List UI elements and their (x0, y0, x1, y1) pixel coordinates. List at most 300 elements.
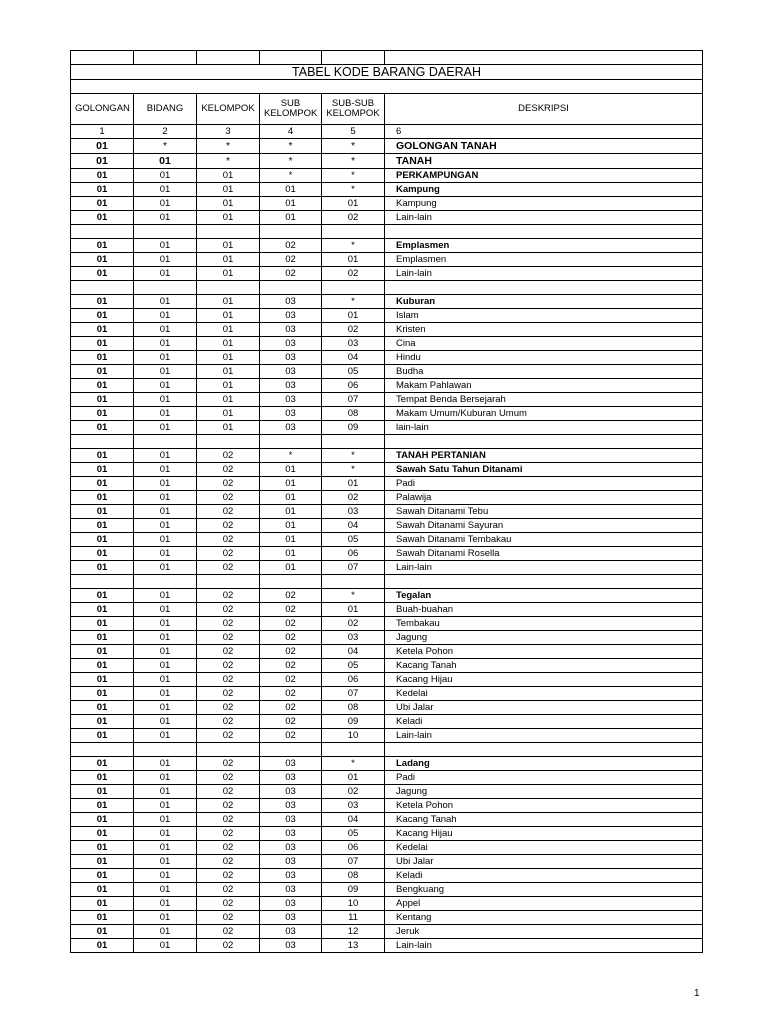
cell-golongan: 01 (71, 701, 134, 715)
cell-sub-sub-kelompok: 11 (322, 911, 385, 925)
cell-kelompok: 02 (197, 799, 260, 813)
cell-kelompok: 01 (197, 421, 260, 435)
cell-golongan: 01 (71, 547, 134, 561)
cell-kelompok: 02 (197, 617, 260, 631)
cell-sub-sub-kelompok: 07 (322, 561, 385, 575)
table-row (71, 154, 703, 169)
cell-kelompok: 02 (197, 701, 260, 715)
cell-sub-sub-kelompok: 03 (322, 505, 385, 519)
cell-deskripsi (385, 743, 703, 757)
cell-sub-sub-kelompok: 01 (322, 253, 385, 267)
cell-bidang: 01 (134, 267, 197, 281)
cell-bidang: 01 (134, 897, 197, 911)
cell-sub-kelompok: 03 (260, 309, 322, 323)
cell-golongan: 01 (71, 477, 134, 491)
cell-bidang: 01 (134, 491, 197, 505)
cell-sub-kelompok: 01 (260, 477, 322, 491)
table-row (71, 281, 703, 295)
cell-kelompok: 02 (197, 505, 260, 519)
cell-kelompok: 02 (197, 827, 260, 841)
table-row (71, 631, 703, 645)
table-row (71, 197, 703, 211)
cell-golongan: 01 (71, 337, 134, 351)
cell-deskripsi: Lain-lain (385, 267, 703, 281)
cell-deskripsi: Ladang (385, 757, 703, 771)
table-row (71, 575, 703, 589)
cell-sub-kelompok: 02 (260, 267, 322, 281)
cell-bidang: 01 (134, 253, 197, 267)
cell-deskripsi: Appel (385, 897, 703, 911)
cell-deskripsi: Bengkuang (385, 883, 703, 897)
cell-kelompok: 02 (197, 715, 260, 729)
cell-bidang: 01 (134, 771, 197, 785)
cell-kelompok: 01 (197, 351, 260, 365)
cell-sub-kelompok: 03 (260, 939, 322, 953)
cell-kelompok: 02 (197, 533, 260, 547)
cell-golongan: 01 (71, 505, 134, 519)
cell-bidang: 01 (134, 701, 197, 715)
cell-golongan: 01 (71, 939, 134, 953)
cell-sub-sub-kelompok: 02 (322, 267, 385, 281)
cell-sub-sub-kelompok: 09 (322, 421, 385, 435)
cell-deskripsi: Sawah Ditanami Tebu (385, 505, 703, 519)
cell-bidang (134, 225, 197, 239)
table-row (71, 701, 703, 715)
cell-golongan (71, 743, 134, 757)
cell-kelompok: 02 (197, 757, 260, 771)
cell-kelompok: 02 (197, 659, 260, 673)
cell-deskripsi: Tempat Benda Bersejarah (385, 393, 703, 407)
cell-sub-kelompok: 01 (260, 533, 322, 547)
cell-sub-kelompok: * (260, 169, 322, 183)
cell-kelompok: 01 (197, 169, 260, 183)
cell-sub-sub-kelompok: 03 (322, 631, 385, 645)
column-number: 6 (385, 125, 703, 139)
cell-sub-kelompok: 02 (260, 645, 322, 659)
cell-bidang: 01 (134, 477, 197, 491)
cell-deskripsi: Kacang Tanah (385, 659, 703, 673)
cell-sub-kelompok: 02 (260, 715, 322, 729)
cell-bidang: 01 (134, 785, 197, 799)
cell-sub-kelompok: 02 (260, 687, 322, 701)
cell-bidang: 01 (134, 799, 197, 813)
cell-sub-sub-kelompok: * (322, 463, 385, 477)
cell-sub-kelompok: 03 (260, 407, 322, 421)
cell-bidang: 01 (134, 239, 197, 253)
header-golongan: GOLONGAN (71, 94, 134, 125)
cell-deskripsi: Lain-lain (385, 729, 703, 743)
table-row (71, 925, 703, 939)
cell-sub-kelompok: 01 (260, 491, 322, 505)
table-row (71, 449, 703, 463)
cell-kelompok: 02 (197, 449, 260, 463)
table-row (71, 337, 703, 351)
cell-sub-kelompok: 03 (260, 827, 322, 841)
cell-sub-sub-kelompok: 04 (322, 645, 385, 659)
cell-golongan: 01 (71, 491, 134, 505)
cell-sub-sub-kelompok: 02 (322, 491, 385, 505)
cell-golongan: 01 (71, 183, 134, 197)
cell-deskripsi: Cina (385, 337, 703, 351)
cell-golongan (71, 435, 134, 449)
cell-golongan: 01 (71, 139, 134, 154)
cell-kelompok: 02 (197, 645, 260, 659)
header-sub-kelompok: SUB KELOMPOK (260, 94, 322, 125)
cell-sub-sub-kelompok: 10 (322, 897, 385, 911)
cell-deskripsi: Padi (385, 771, 703, 785)
table-row (71, 869, 703, 883)
table-row (71, 883, 703, 897)
cell-sub-kelompok: 03 (260, 855, 322, 869)
cell-bidang: 01 (134, 154, 197, 169)
cell-sub-kelompok (260, 435, 322, 449)
cell-bidang: 01 (134, 925, 197, 939)
cell-sub-kelompok: 01 (260, 183, 322, 197)
cell-deskripsi: Jagung (385, 785, 703, 799)
cell-sub-sub-kelompok: 04 (322, 519, 385, 533)
cell-kelompok (197, 281, 260, 295)
cell-deskripsi: Keladi (385, 715, 703, 729)
cell-deskripsi: Sawah Ditanami Tembakau (385, 533, 703, 547)
table-row (71, 505, 703, 519)
table-row (71, 211, 703, 225)
cell-bidang: 01 (134, 309, 197, 323)
cell-golongan: 01 (71, 715, 134, 729)
cell-golongan: 01 (71, 154, 134, 169)
table-row (71, 351, 703, 365)
cell-sub-sub-kelompok: 09 (322, 715, 385, 729)
cell-bidang: 01 (134, 533, 197, 547)
cell-golongan: 01 (71, 533, 134, 547)
cell-bidang: 01 (134, 715, 197, 729)
table-row (71, 379, 703, 393)
cell-sub-kelompok: 03 (260, 897, 322, 911)
cell-deskripsi: TANAH (385, 154, 703, 169)
cell-sub-sub-kelompok: 02 (322, 211, 385, 225)
table-row (71, 253, 703, 267)
table-row (71, 687, 703, 701)
cell-sub-sub-kelompok: 01 (322, 771, 385, 785)
cell-bidang: 01 (134, 589, 197, 603)
cell-sub-sub-kelompok: 05 (322, 533, 385, 547)
cell-bidang: 01 (134, 169, 197, 183)
cell-sub-kelompok: * (260, 154, 322, 169)
header-sub-sub-kelompok: SUB-SUB KELOMPOK (322, 94, 385, 125)
table-title: TABEL KODE BARANG DAERAH (71, 65, 703, 80)
column-number: 3 (197, 125, 260, 139)
cell-golongan: 01 (71, 617, 134, 631)
table-row (71, 561, 703, 575)
table-row (71, 519, 703, 533)
cell-kelompok: 02 (197, 687, 260, 701)
cell-golongan: 01 (71, 239, 134, 253)
cell-kelompok: 02 (197, 561, 260, 575)
cell-sub-kelompok (260, 743, 322, 757)
cell-bidang: 01 (134, 687, 197, 701)
cell-deskripsi: Ketela Pohon (385, 799, 703, 813)
cell-deskripsi: Kampung (385, 183, 703, 197)
cell-golongan: 01 (71, 379, 134, 393)
cell-sub-kelompok: 03 (260, 393, 322, 407)
cell-kelompok: 02 (197, 603, 260, 617)
column-number-row (71, 125, 703, 139)
cell-sub-kelompok: 02 (260, 631, 322, 645)
cell-sub-sub-kelompok: 04 (322, 351, 385, 365)
cell-bidang: 01 (134, 393, 197, 407)
cell-deskripsi: Jeruk (385, 925, 703, 939)
cell-kelompok: 01 (197, 309, 260, 323)
cell-sub-kelompok: 03 (260, 883, 322, 897)
cell-golongan: 01 (71, 197, 134, 211)
cell-sub-kelompok: 02 (260, 701, 322, 715)
cell-sub-sub-kelompok: 08 (322, 869, 385, 883)
cell-deskripsi: Kedelai (385, 841, 703, 855)
cell-sub-kelompok: 03 (260, 911, 322, 925)
cell-kelompok: 02 (197, 939, 260, 953)
cell-bidang: 01 (134, 729, 197, 743)
cell-kelompok: 02 (197, 883, 260, 897)
cell-golongan: 01 (71, 771, 134, 785)
cell-deskripsi: Kuburan (385, 295, 703, 309)
cell-sub-kelompok: 02 (260, 239, 322, 253)
cell-sub-sub-kelompok: 06 (322, 379, 385, 393)
cell-kelompok: 02 (197, 855, 260, 869)
cell-bidang: 01 (134, 813, 197, 827)
header-row (71, 94, 703, 125)
cell-golongan: 01 (71, 169, 134, 183)
cell-deskripsi: Kacang Hijau (385, 673, 703, 687)
cell-sub-sub-kelompok (322, 575, 385, 589)
cell-golongan: 01 (71, 827, 134, 841)
cell-sub-kelompok: 01 (260, 463, 322, 477)
column-number: 4 (260, 125, 322, 139)
cell-golongan: 01 (71, 295, 134, 309)
cell-bidang: 01 (134, 617, 197, 631)
cell-bidang: 01 (134, 869, 197, 883)
cell-bidang: 01 (134, 323, 197, 337)
table-row (71, 827, 703, 841)
cell-bidang: 01 (134, 757, 197, 771)
cell-deskripsi: Makam Umum/Kuburan Umum (385, 407, 703, 421)
cell-bidang: 01 (134, 673, 197, 687)
cell-kelompok: 02 (197, 771, 260, 785)
cell-sub-kelompok (260, 575, 322, 589)
cell-kelompok: 02 (197, 925, 260, 939)
cell-sub-sub-kelompok: * (322, 169, 385, 183)
table-row (71, 393, 703, 407)
cell-bidang: 01 (134, 463, 197, 477)
cell-bidang: 01 (134, 337, 197, 351)
cell-golongan: 01 (71, 393, 134, 407)
column-number: 5 (322, 125, 385, 139)
header-deskripsi: DESKRIPSI (385, 94, 703, 125)
cell-golongan: 01 (71, 365, 134, 379)
cell-sub-kelompok: 03 (260, 351, 322, 365)
cell-bidang: 01 (134, 547, 197, 561)
cell-sub-sub-kelompok: * (322, 449, 385, 463)
cell-deskripsi: Palawija (385, 491, 703, 505)
cell-sub-sub-kelompok: 01 (322, 309, 385, 323)
cell-kelompok: 02 (197, 841, 260, 855)
cell-kelompok: 02 (197, 519, 260, 533)
cell-kelompok: 01 (197, 337, 260, 351)
cell-kelompok: 02 (197, 463, 260, 477)
cell-bidang: 01 (134, 365, 197, 379)
cell-kelompok: 02 (197, 897, 260, 911)
cell-deskripsi: Kacang Tanah (385, 813, 703, 827)
cell-bidang: 01 (134, 841, 197, 855)
cell-deskripsi: Kristen (385, 323, 703, 337)
cell-sub-sub-kelompok (322, 743, 385, 757)
cell-bidang: 01 (134, 197, 197, 211)
cell-kelompok (197, 743, 260, 757)
cell-kelompok: 01 (197, 379, 260, 393)
cell-bidang: 01 (134, 883, 197, 897)
cell-kelompok: 02 (197, 673, 260, 687)
table-row (71, 295, 703, 309)
cell-sub-sub-kelompok: 01 (322, 197, 385, 211)
cell-golongan (71, 575, 134, 589)
cell-golongan: 01 (71, 309, 134, 323)
cell-deskripsi: Jagung (385, 631, 703, 645)
cell-sub-sub-kelompok: 07 (322, 687, 385, 701)
cell-sub-sub-kelompok: 03 (322, 799, 385, 813)
cell-bidang: 01 (134, 183, 197, 197)
table-row (71, 491, 703, 505)
cell-sub-kelompok: 03 (260, 925, 322, 939)
table-row (71, 435, 703, 449)
cell-sub-kelompok: 01 (260, 197, 322, 211)
table-row (71, 365, 703, 379)
table-row (71, 407, 703, 421)
cell-deskripsi: Tembakau (385, 617, 703, 631)
table-row (71, 239, 703, 253)
cell-deskripsi: Keladi (385, 869, 703, 883)
cell-sub-sub-kelompok: 13 (322, 939, 385, 953)
cell-kelompok: 02 (197, 785, 260, 799)
cell-sub-sub-kelompok: 04 (322, 813, 385, 827)
cell-bidang (134, 575, 197, 589)
cell-sub-sub-kelompok: 07 (322, 855, 385, 869)
cell-golongan: 01 (71, 673, 134, 687)
cell-sub-kelompok: 01 (260, 505, 322, 519)
cell-bidang: 01 (134, 295, 197, 309)
table-row (71, 897, 703, 911)
cell-sub-kelompok: 02 (260, 617, 322, 631)
cell-deskripsi: Tegalan (385, 589, 703, 603)
cell-sub-kelompok: 03 (260, 421, 322, 435)
cell-sub-kelompok: * (260, 139, 322, 154)
cell-bidang: 01 (134, 603, 197, 617)
cell-bidang: 01 (134, 827, 197, 841)
cell-golongan: 01 (71, 813, 134, 827)
cell-bidang: 01 (134, 505, 197, 519)
cell-sub-sub-kelompok: * (322, 154, 385, 169)
cell-golongan: 01 (71, 855, 134, 869)
cell-sub-sub-kelompok: 06 (322, 547, 385, 561)
cell-sub-sub-kelompok: 05 (322, 365, 385, 379)
table-row (71, 463, 703, 477)
cell-sub-kelompok: 03 (260, 799, 322, 813)
cell-kelompok (197, 575, 260, 589)
cell-kelompok (197, 435, 260, 449)
cell-deskripsi: Buah-buahan (385, 603, 703, 617)
cell-sub-sub-kelompok: 01 (322, 603, 385, 617)
table-row (71, 169, 703, 183)
cell-sub-kelompok: 03 (260, 337, 322, 351)
cell-kelompok: 02 (197, 491, 260, 505)
cell-kelompok: 02 (197, 911, 260, 925)
cell-golongan: 01 (71, 869, 134, 883)
cell-deskripsi: Kedelai (385, 687, 703, 701)
cell-deskripsi (385, 575, 703, 589)
cell-sub-kelompok: 01 (260, 547, 322, 561)
cell-kelompok: 01 (197, 393, 260, 407)
header-bidang: BIDANG (134, 94, 197, 125)
table-row (71, 533, 703, 547)
table-row (71, 139, 703, 154)
cell-deskripsi (385, 435, 703, 449)
cell-bidang (134, 743, 197, 757)
cell-sub-kelompok: 03 (260, 813, 322, 827)
cell-kelompok: 01 (197, 183, 260, 197)
cell-deskripsi: Emplasmen (385, 239, 703, 253)
cell-deskripsi: Islam (385, 309, 703, 323)
table-row (71, 939, 703, 953)
table-row (71, 547, 703, 561)
table-row (71, 589, 703, 603)
cell-deskripsi: GOLONGAN TANAH (385, 139, 703, 154)
cell-deskripsi (385, 281, 703, 295)
cell-deskripsi: TANAH PERTANIAN (385, 449, 703, 463)
top-empty-row (71, 51, 703, 65)
cell-bidang: 01 (134, 631, 197, 645)
cell-bidang: 01 (134, 421, 197, 435)
cell-kelompok: 02 (197, 869, 260, 883)
cell-golongan: 01 (71, 351, 134, 365)
cell-deskripsi: Sawah Ditanami Sayuran (385, 519, 703, 533)
table-row (71, 267, 703, 281)
cell-bidang: 01 (134, 351, 197, 365)
cell-sub-kelompok: 03 (260, 869, 322, 883)
cell-sub-kelompok: 03 (260, 841, 322, 855)
cell-bidang: * (134, 139, 197, 154)
kode-barang-table (70, 50, 703, 953)
cell-sub-sub-kelompok: 07 (322, 393, 385, 407)
cell-kelompok: 02 (197, 477, 260, 491)
cell-sub-kelompok: 03 (260, 295, 322, 309)
column-number: 2 (134, 125, 197, 139)
cell-kelompok: 01 (197, 295, 260, 309)
cell-golongan: 01 (71, 659, 134, 673)
cell-golongan: 01 (71, 323, 134, 337)
table-row (71, 645, 703, 659)
cell-sub-sub-kelompok: 03 (322, 337, 385, 351)
cell-golongan: 01 (71, 687, 134, 701)
cell-kelompok: 02 (197, 631, 260, 645)
cell-deskripsi: Ubi Jalar (385, 855, 703, 869)
cell-deskripsi: Kacang Hijau (385, 827, 703, 841)
table-row (71, 673, 703, 687)
cell-bidang (134, 281, 197, 295)
cell-sub-sub-kelompok: * (322, 183, 385, 197)
cell-kelompok: 02 (197, 729, 260, 743)
cell-sub-sub-kelompok: 12 (322, 925, 385, 939)
cell-sub-kelompok: 03 (260, 785, 322, 799)
table-row (71, 911, 703, 925)
cell-sub-sub-kelompok (322, 281, 385, 295)
cell-bidang: 01 (134, 407, 197, 421)
